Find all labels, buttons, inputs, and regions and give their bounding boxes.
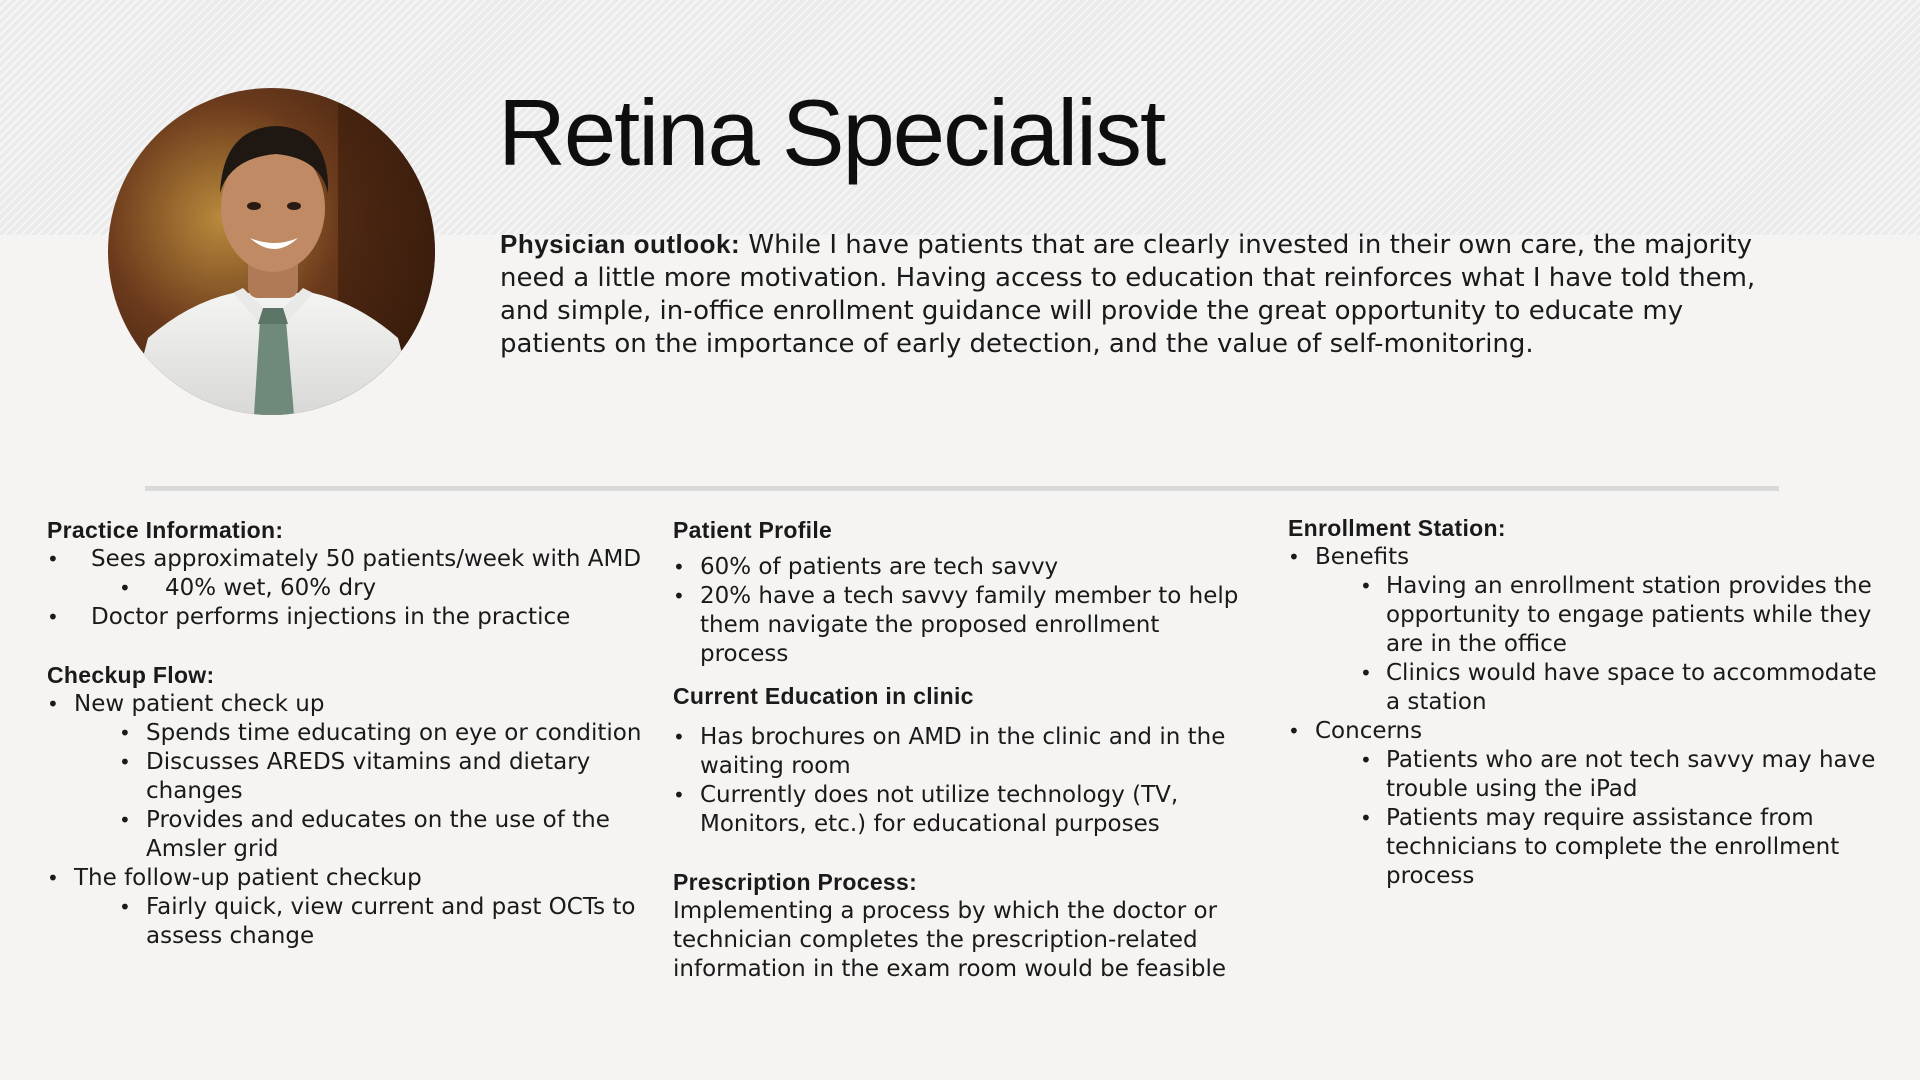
patient-profile-heading: Patient Profile	[673, 517, 833, 543]
list-item: • Concerns	[1288, 717, 1878, 746]
list-item: • Sees approximately 50 patients/week with AMD	[47, 545, 647, 574]
column-enrollment	[1288, 514, 1878, 891]
physician-outlook	[500, 228, 1790, 361]
list-item: • Spends time educating on eye or condition	[47, 719, 647, 748]
column-patient	[673, 516, 1253, 984]
list-item: • Has brochures on AMD in the clinic and in the waiting room	[673, 723, 1253, 781]
prescription-heading: Prescription Process:	[673, 869, 918, 895]
list-item: • Having an enrollment station provides the opportunity to engage patients while they are in the office	[1288, 572, 1878, 659]
checkup-list	[47, 690, 647, 951]
section-divider	[145, 486, 1779, 491]
list-item: • Patients who are not tech savvy may have trouble using the iPad	[1288, 746, 1878, 804]
physician-portrait	[108, 88, 435, 415]
practice-list	[47, 545, 647, 632]
enrollment-list	[1288, 543, 1878, 891]
checkup-heading: Checkup Flow:	[47, 662, 215, 688]
list-item: • Discusses AREDS vitamins and dietary changes	[47, 748, 647, 806]
list-item: • Clinics would have space to accommodate a station	[1288, 659, 1878, 717]
list-item: • Benefits	[1288, 543, 1878, 572]
list-item: • The follow-up patient checkup	[47, 864, 647, 893]
enrollment-heading: Enrollment Station:	[1288, 515, 1506, 541]
outlook-text: While I have patients that are clearly invested in their own care, the majority need a little more motivation. Having access to education that reinforces what I have told them, and simple, in-office enrollment guidance will provide the great opportunity to educate my patients on the importance of early detection, and the value of self-monitoring.	[500, 230, 1756, 359]
list-item: • 60% of patients are tech savvy	[673, 553, 1253, 582]
education-list	[673, 723, 1253, 839]
education-heading: Current Education in clinic	[673, 683, 974, 709]
outlook-label: Physician outlook:	[500, 229, 741, 259]
list-item: • Patients may require assistance from technicians to complete the enrollment process	[1288, 804, 1878, 891]
list-item: • 20% have a tech savvy family member to help them navigate the proposed enrollment process	[673, 582, 1253, 669]
list-item: • Provides and educates on the use of the Amsler grid	[47, 806, 647, 864]
list-item: • Fairly quick, view current and past OCTs to assess change	[47, 893, 647, 951]
list-item: • Currently does not utilize technology (TV, Monitors, etc.) for educational purposes	[673, 781, 1253, 839]
list-item: • 40% wet, 60% dry	[47, 574, 647, 603]
page-title: Retina Specialist	[498, 80, 1165, 185]
prescription-text: Implementing a process by which the doctor or technician completes the prescription-related information in the exam room would be feasible	[673, 898, 1227, 982]
practice-heading: Practice Information:	[47, 517, 284, 543]
list-item: • New patient check up	[47, 690, 647, 719]
patient-profile-list	[673, 553, 1253, 669]
list-item: • Doctor performs injections in the practice	[47, 603, 647, 632]
column-practice	[47, 516, 647, 951]
